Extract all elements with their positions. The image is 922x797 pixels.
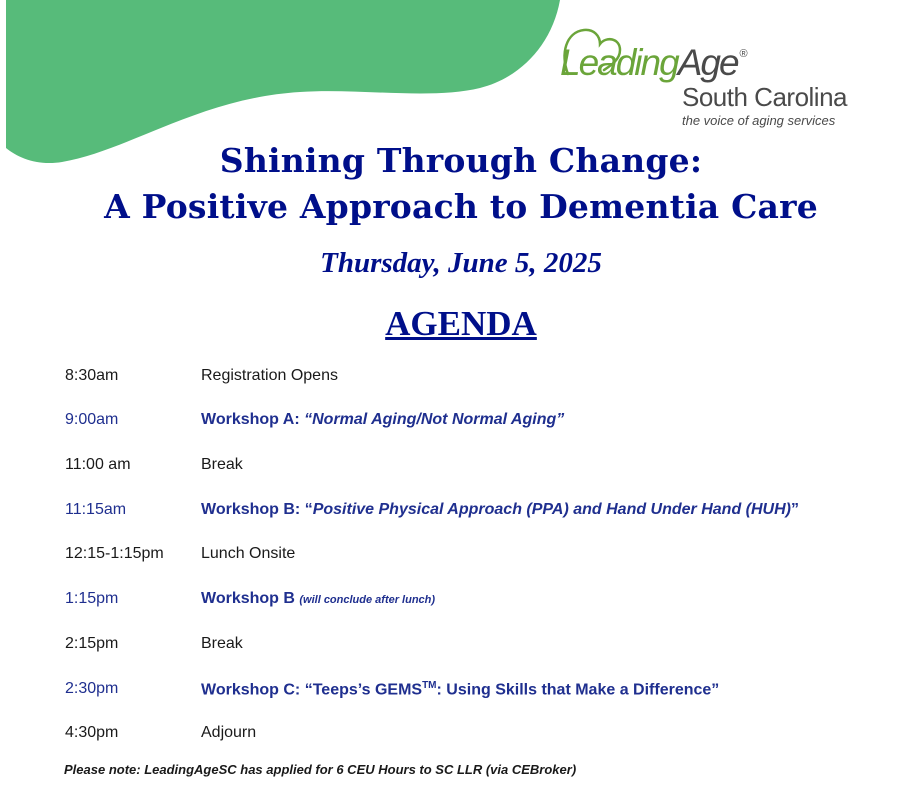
logo-leading-text: Leading: [560, 42, 678, 83]
agenda-row-adjourn: [65, 724, 905, 748]
ceu-note: Please note: LeadingAgeSC has applied for 6 CEU Hours to SC LLR (via CEBroker): [64, 762, 577, 777]
agenda-time: 11:00 am: [65, 456, 131, 473]
agenda-item: Break: [201, 635, 243, 652]
workshop-title: “Normal Aging/Not Normal Aging”: [304, 411, 565, 428]
agenda-row-break: [65, 456, 905, 480]
workshop-prefix: Workshop C: “Teeps’s GEMS: [201, 681, 423, 699]
logo-wordmark: [560, 42, 746, 84]
workshop-suffix: : Using Skills that Make a Difference”: [436, 681, 720, 699]
agenda-item: Lunch Onsite: [201, 545, 296, 562]
agenda-row-workshop-b-continued: [65, 590, 905, 614]
green-wave-shape: [6, 0, 560, 163]
agenda-row-break-2: [65, 635, 905, 659]
agenda-item: [201, 590, 435, 608]
event-title-line2: A Positive Approach to Dementia Care: [104, 187, 818, 226]
agenda-row-lunch: [65, 545, 905, 569]
workshop-title: Positive Physical Approach (PPA) and Hand Under Hand (HUH): [312, 501, 791, 518]
agenda-item: [201, 501, 799, 519]
event-title-line1: Shining Through Change:: [219, 141, 703, 180]
logo-region-text: South Carolina: [682, 82, 847, 112]
agenda-time: 4:30pm: [65, 724, 119, 741]
workshop-prefix: Workshop A:: [201, 411, 305, 428]
agenda-item: Break: [201, 456, 243, 473]
agenda-row-workshop-b: [65, 501, 905, 525]
agenda-time: 1:15pm: [65, 590, 119, 607]
agenda-heading: AGENDA: [385, 304, 537, 343]
agenda-item: [201, 680, 719, 699]
workshop-prefix: Workshop B: [201, 590, 300, 607]
workshop-prefix: Workshop B: “: [201, 501, 313, 518]
agenda-time: 8:30am: [65, 367, 119, 384]
leadingage-logo: [558, 24, 858, 134]
agenda-row-registration: [65, 367, 905, 391]
agenda-row-workshop-c: [65, 680, 905, 704]
logo-registered-mark: ®: [739, 48, 746, 60]
agenda-row-workshop-a: [65, 411, 905, 435]
trademark-superscript: TM: [422, 680, 437, 691]
agenda-time: 9:00am: [65, 411, 119, 428]
agenda-time: 11:15am: [65, 501, 127, 518]
agenda-item: Adjourn: [201, 724, 257, 741]
agenda-item: [201, 411, 564, 429]
logo-age-text: Age: [677, 42, 738, 83]
workshop-suffix: ”: [791, 501, 799, 518]
agenda-item: Registration Opens: [201, 367, 338, 384]
agenda-time: 12:15-1:15pm: [65, 545, 164, 562]
logo-tagline: the voice of aging services: [682, 113, 836, 128]
workshop-note: (will conclude after lunch): [299, 594, 436, 606]
event-date: Thursday, June 5, 2025: [320, 247, 602, 279]
agenda-time: 2:15pm: [65, 635, 119, 652]
agenda-time: 2:30pm: [65, 680, 119, 697]
